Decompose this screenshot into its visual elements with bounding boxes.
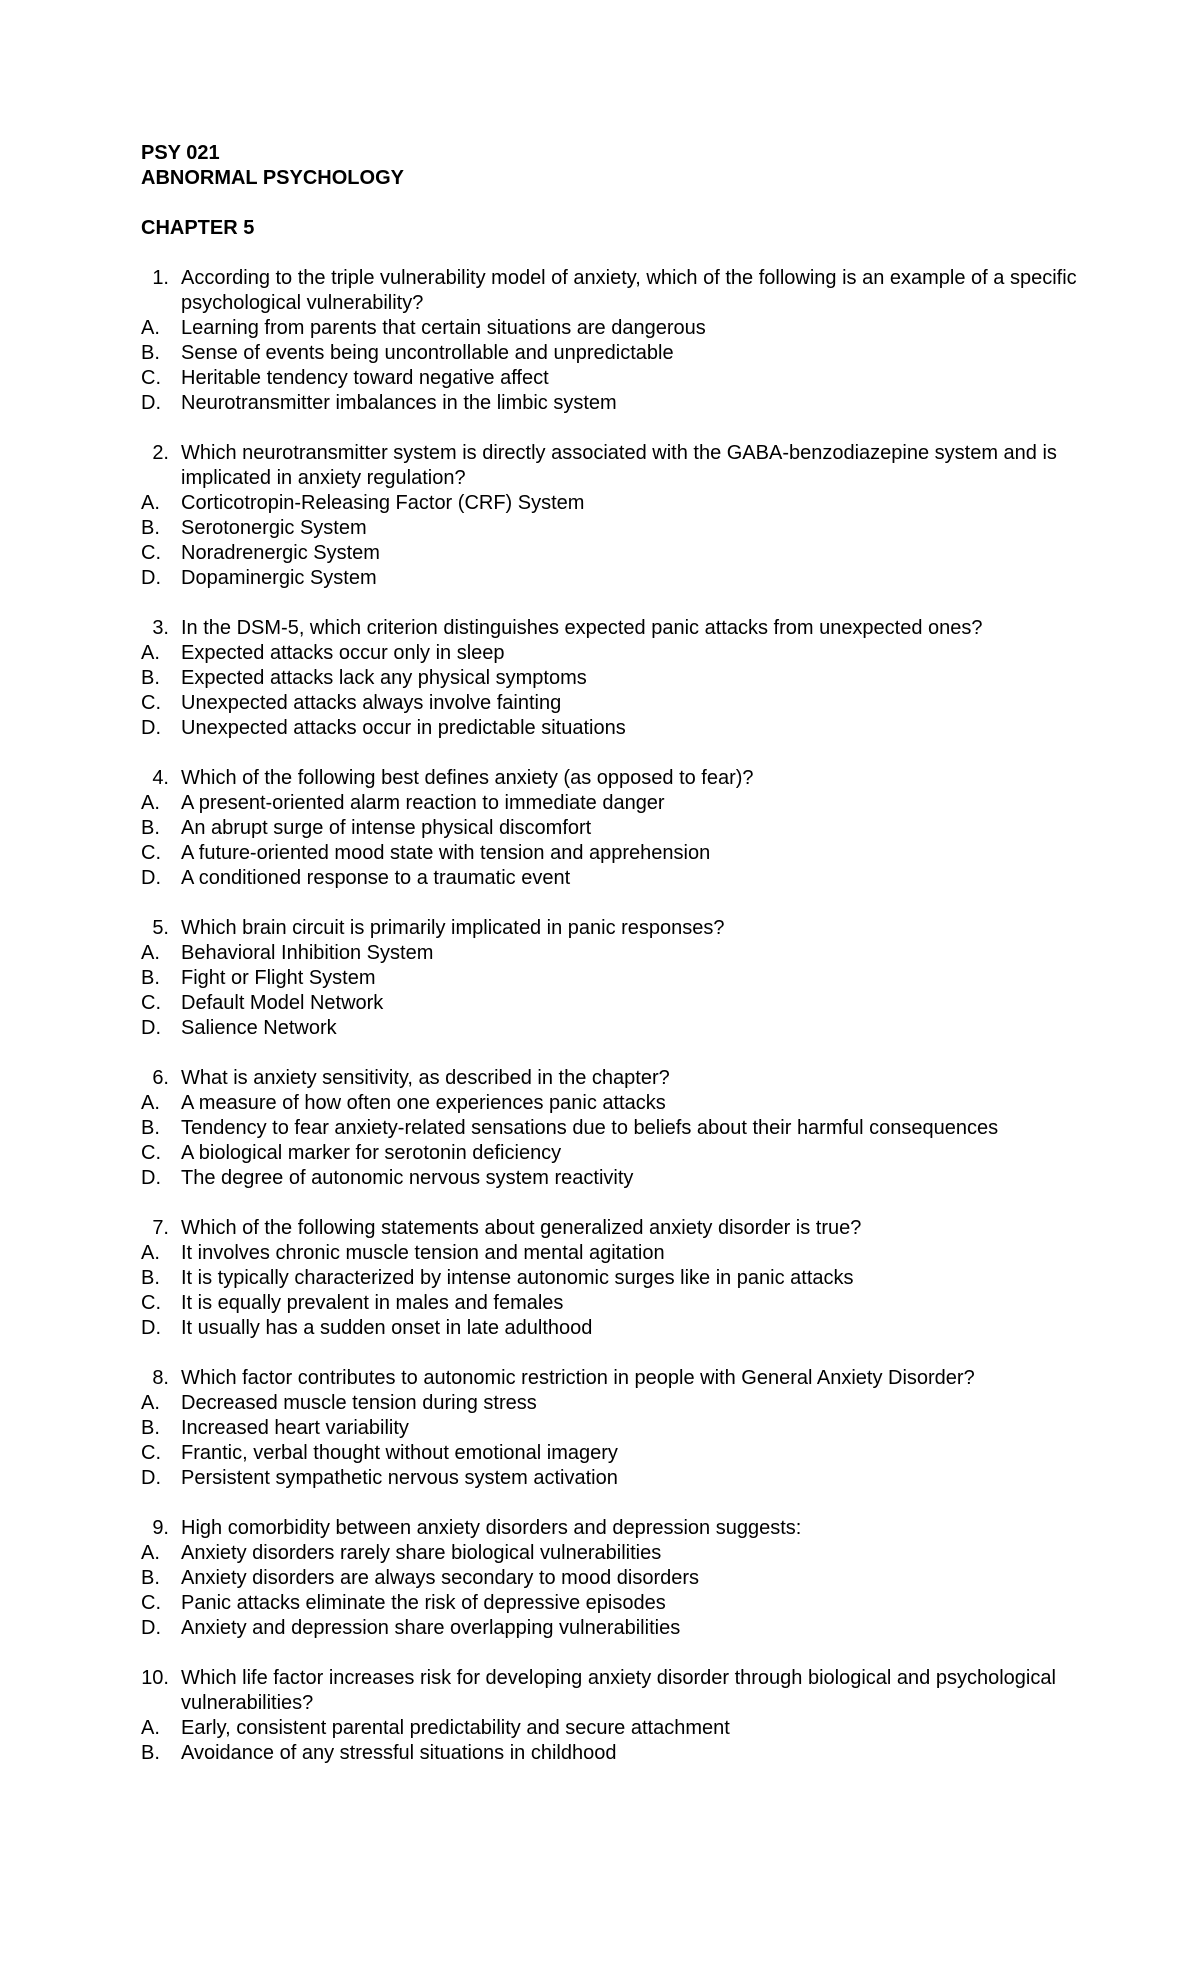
question-number: 5. [152, 917, 169, 939]
question-row [141, 1516, 1081, 1541]
answer-option [141, 1291, 1081, 1316]
question-number: 3. [152, 617, 169, 639]
option-text: A measure of how often one experiences panic attacks [181, 1092, 666, 1114]
option-text: A conditioned response to a traumatic event [181, 867, 571, 889]
option-letter: C. [141, 992, 161, 1014]
option-letter: B. [141, 1117, 160, 1139]
option-text: Unexpected attacks occur in predictable situations [181, 717, 626, 739]
question-number: 7. [152, 1217, 169, 1239]
question-number: 9. [152, 1517, 169, 1539]
option-text: Anxiety and depression share overlapping vulnerabilities [181, 1617, 681, 1639]
answer-option [141, 691, 1081, 716]
option-letter: A. [141, 492, 160, 514]
course-title: ABNORMAL PSYCHOLOGY [141, 167, 404, 189]
answer-option [141, 716, 1081, 741]
answer-option [141, 1166, 1081, 1191]
option-letter: C. [141, 1292, 161, 1314]
option-text: Expected attacks occur only in sleep [181, 642, 505, 664]
answer-option [141, 1441, 1081, 1466]
question-text: Which of the following statements about generalized anxiety disorder is true? [181, 1217, 862, 1239]
option-letter: B. [141, 967, 160, 989]
option-text: Frantic, verbal thought without emotional imagery [181, 1442, 618, 1464]
option-letter: C. [141, 1592, 161, 1614]
answer-option [141, 866, 1081, 891]
answer-option [141, 1566, 1081, 1591]
option-text: Decreased muscle tension during stress [181, 1392, 537, 1414]
option-text: Expected attacks lack any physical symptoms [181, 667, 587, 689]
option-letter: A. [141, 792, 160, 814]
answer-option [141, 1141, 1081, 1166]
option-letter: B. [141, 517, 160, 539]
document-content [141, 141, 1081, 1791]
answer-option [141, 391, 1081, 416]
answer-option [141, 1416, 1081, 1441]
question-row [141, 916, 1081, 941]
option-letter: D. [141, 1467, 161, 1489]
option-text: Dopaminergic System [181, 567, 377, 589]
option-letter: B. [141, 817, 160, 839]
question-list [141, 266, 1081, 1766]
option-text: Persistent sympathetic nervous system activation [181, 1467, 618, 1489]
question-block [141, 1666, 1081, 1766]
option-letter: B. [141, 1417, 160, 1439]
option-text: Anxiety disorders are always secondary to mood disorders [181, 1567, 700, 1589]
option-text: An abrupt surge of intense physical discomfort [181, 817, 592, 839]
option-text: Panic attacks eliminate the risk of depressive episodes [181, 1592, 666, 1614]
option-text: It is typically characterized by intense autonomic surges like in panic attacks [181, 1267, 854, 1289]
option-text: Corticotropin-Releasing Factor (CRF) System [181, 492, 585, 514]
option-letter: C. [141, 842, 161, 864]
question-row [141, 1066, 1081, 1091]
question-text: Which brain circuit is primarily implicated in panic responses? [181, 917, 725, 939]
option-text: The degree of autonomic nervous system reactivity [181, 1167, 634, 1189]
option-text: It is equally prevalent in males and females [181, 1292, 564, 1314]
question-row [141, 266, 1081, 316]
answer-option [141, 1316, 1081, 1341]
spacer [141, 191, 1081, 216]
question-number: 1. [152, 267, 169, 289]
answer-option [141, 1616, 1081, 1641]
option-letter: B. [141, 1742, 160, 1764]
answer-option [141, 1541, 1081, 1566]
option-letter: B. [141, 1567, 160, 1589]
option-text: It usually has a sudden onset in late adulthood [181, 1317, 593, 1339]
question-block [141, 1216, 1081, 1341]
question-row [141, 1666, 1081, 1716]
answer-option [141, 666, 1081, 691]
option-text: Serotonergic System [181, 517, 367, 539]
option-letter: D. [141, 717, 161, 739]
question-text: In the DSM-5, which criterion distinguishes expected panic attacks from unexpected ones? [181, 617, 983, 639]
answer-option [141, 966, 1081, 991]
question-block [141, 1516, 1081, 1641]
answer-option [141, 1016, 1081, 1041]
option-text: Fight or Flight System [181, 967, 376, 989]
option-letter: A. [141, 317, 160, 339]
answer-option [141, 1741, 1081, 1766]
option-letter: D. [141, 1017, 161, 1039]
option-letter: A. [141, 642, 160, 664]
option-letter: D. [141, 1167, 161, 1189]
question-number: 8. [152, 1367, 169, 1389]
option-text: It involves chronic muscle tension and mental agitation [181, 1242, 665, 1264]
option-letter: A. [141, 942, 160, 964]
option-text: Increased heart variability [181, 1417, 409, 1439]
option-letter: A. [141, 1392, 160, 1414]
option-text: Tendency to fear anxiety-related sensations due to beliefs about their harmful consequences [181, 1117, 999, 1139]
option-letter: C. [141, 1142, 161, 1164]
answer-option [141, 1091, 1081, 1116]
option-text: Anxiety disorders rarely share biological vulnerabilities [181, 1542, 662, 1564]
question-block [141, 1366, 1081, 1491]
option-letter: C. [141, 367, 161, 389]
question-text: According to the triple vulnerability model of anxiety, which of the following is an example of a specific psychological vulnerability? [181, 267, 1077, 314]
option-letter: D. [141, 1317, 161, 1339]
question-text: What is anxiety sensitivity, as described in the chapter? [181, 1067, 670, 1089]
option-text: A future-oriented mood state with tension and apprehension [181, 842, 711, 864]
answer-option [141, 1266, 1081, 1291]
question-number: 2. [152, 442, 169, 464]
question-text: Which factor contributes to autonomic restriction in people with General Anxiety Disorder? [181, 1367, 975, 1389]
question-number: 6. [152, 1067, 169, 1089]
option-letter: A. [141, 1242, 160, 1264]
option-letter: A. [141, 1717, 160, 1739]
option-text: Learning from parents that certain situations are dangerous [181, 317, 706, 339]
option-text: Noradrenergic System [181, 542, 380, 564]
answer-option [141, 541, 1081, 566]
answer-option [141, 1116, 1081, 1141]
question-row [141, 1366, 1081, 1391]
option-letter: B. [141, 1267, 160, 1289]
course-code: PSY 021 [141, 142, 220, 164]
option-text: Default Model Network [181, 992, 384, 1014]
answer-option [141, 491, 1081, 516]
answer-option [141, 1591, 1081, 1616]
option-letter: D. [141, 567, 161, 589]
question-block [141, 266, 1081, 416]
option-letter: A. [141, 1542, 160, 1564]
question-block [141, 916, 1081, 1041]
question-row [141, 441, 1081, 491]
option-text: Unexpected attacks always involve fainting [181, 692, 562, 714]
question-block [141, 441, 1081, 591]
answer-option [141, 841, 1081, 866]
option-text: Heritable tendency toward negative affect [181, 367, 549, 389]
option-text: Salience Network [181, 1017, 337, 1039]
question-text: High comorbidity between anxiety disorders and depression suggests: [181, 1517, 802, 1539]
question-block [141, 616, 1081, 741]
question-row [141, 1216, 1081, 1241]
answer-option [141, 1716, 1081, 1741]
question-number: 4. [152, 767, 169, 789]
option-text: A present-oriented alarm reaction to immediate danger [181, 792, 665, 814]
question-text: Which neurotransmitter system is directly associated with the GABA-benzodiazepine system and is implicated in anxiety regulation? [181, 442, 1057, 489]
answer-option [141, 366, 1081, 391]
answer-option [141, 516, 1081, 541]
option-letter: B. [141, 342, 160, 364]
question-text: Which life factor increases risk for developing anxiety disorder through biological and psychological vulnerabilities? [181, 1667, 1056, 1714]
question-row [141, 766, 1081, 791]
option-letter: D. [141, 1617, 161, 1639]
option-letter: D. [141, 867, 161, 889]
answer-option [141, 991, 1081, 1016]
option-letter: C. [141, 542, 161, 564]
option-text: Sense of events being uncontrollable and unpredictable [181, 342, 674, 364]
question-block [141, 766, 1081, 891]
answer-option [141, 1391, 1081, 1416]
chapter-heading: CHAPTER 5 [141, 217, 255, 239]
option-text: Behavioral Inhibition System [181, 942, 434, 964]
option-letter: D. [141, 392, 161, 414]
answer-option [141, 791, 1081, 816]
option-text: A biological marker for serotonin deficiency [181, 1142, 562, 1164]
answer-option [141, 816, 1081, 841]
option-letter: A. [141, 1092, 160, 1114]
answer-option [141, 341, 1081, 366]
option-letter: C. [141, 1442, 161, 1464]
option-text: Neurotransmitter imbalances in the limbic system [181, 392, 617, 414]
question-text: Which of the following best defines anxiety (as opposed to fear)? [181, 767, 754, 789]
question-block [141, 1066, 1081, 1191]
answer-option [141, 941, 1081, 966]
option-text: Avoidance of any stressful situations in childhood [181, 1742, 617, 1764]
answer-option [141, 566, 1081, 591]
answer-option [141, 316, 1081, 341]
answer-option [141, 641, 1081, 666]
question-row [141, 616, 1081, 641]
answer-option [141, 1466, 1081, 1491]
option-text: Early, consistent parental predictability and secure attachment [181, 1717, 730, 1739]
question-number: 10. [141, 1667, 169, 1689]
option-letter: C. [141, 692, 161, 714]
answer-option [141, 1241, 1081, 1266]
option-letter: B. [141, 667, 160, 689]
